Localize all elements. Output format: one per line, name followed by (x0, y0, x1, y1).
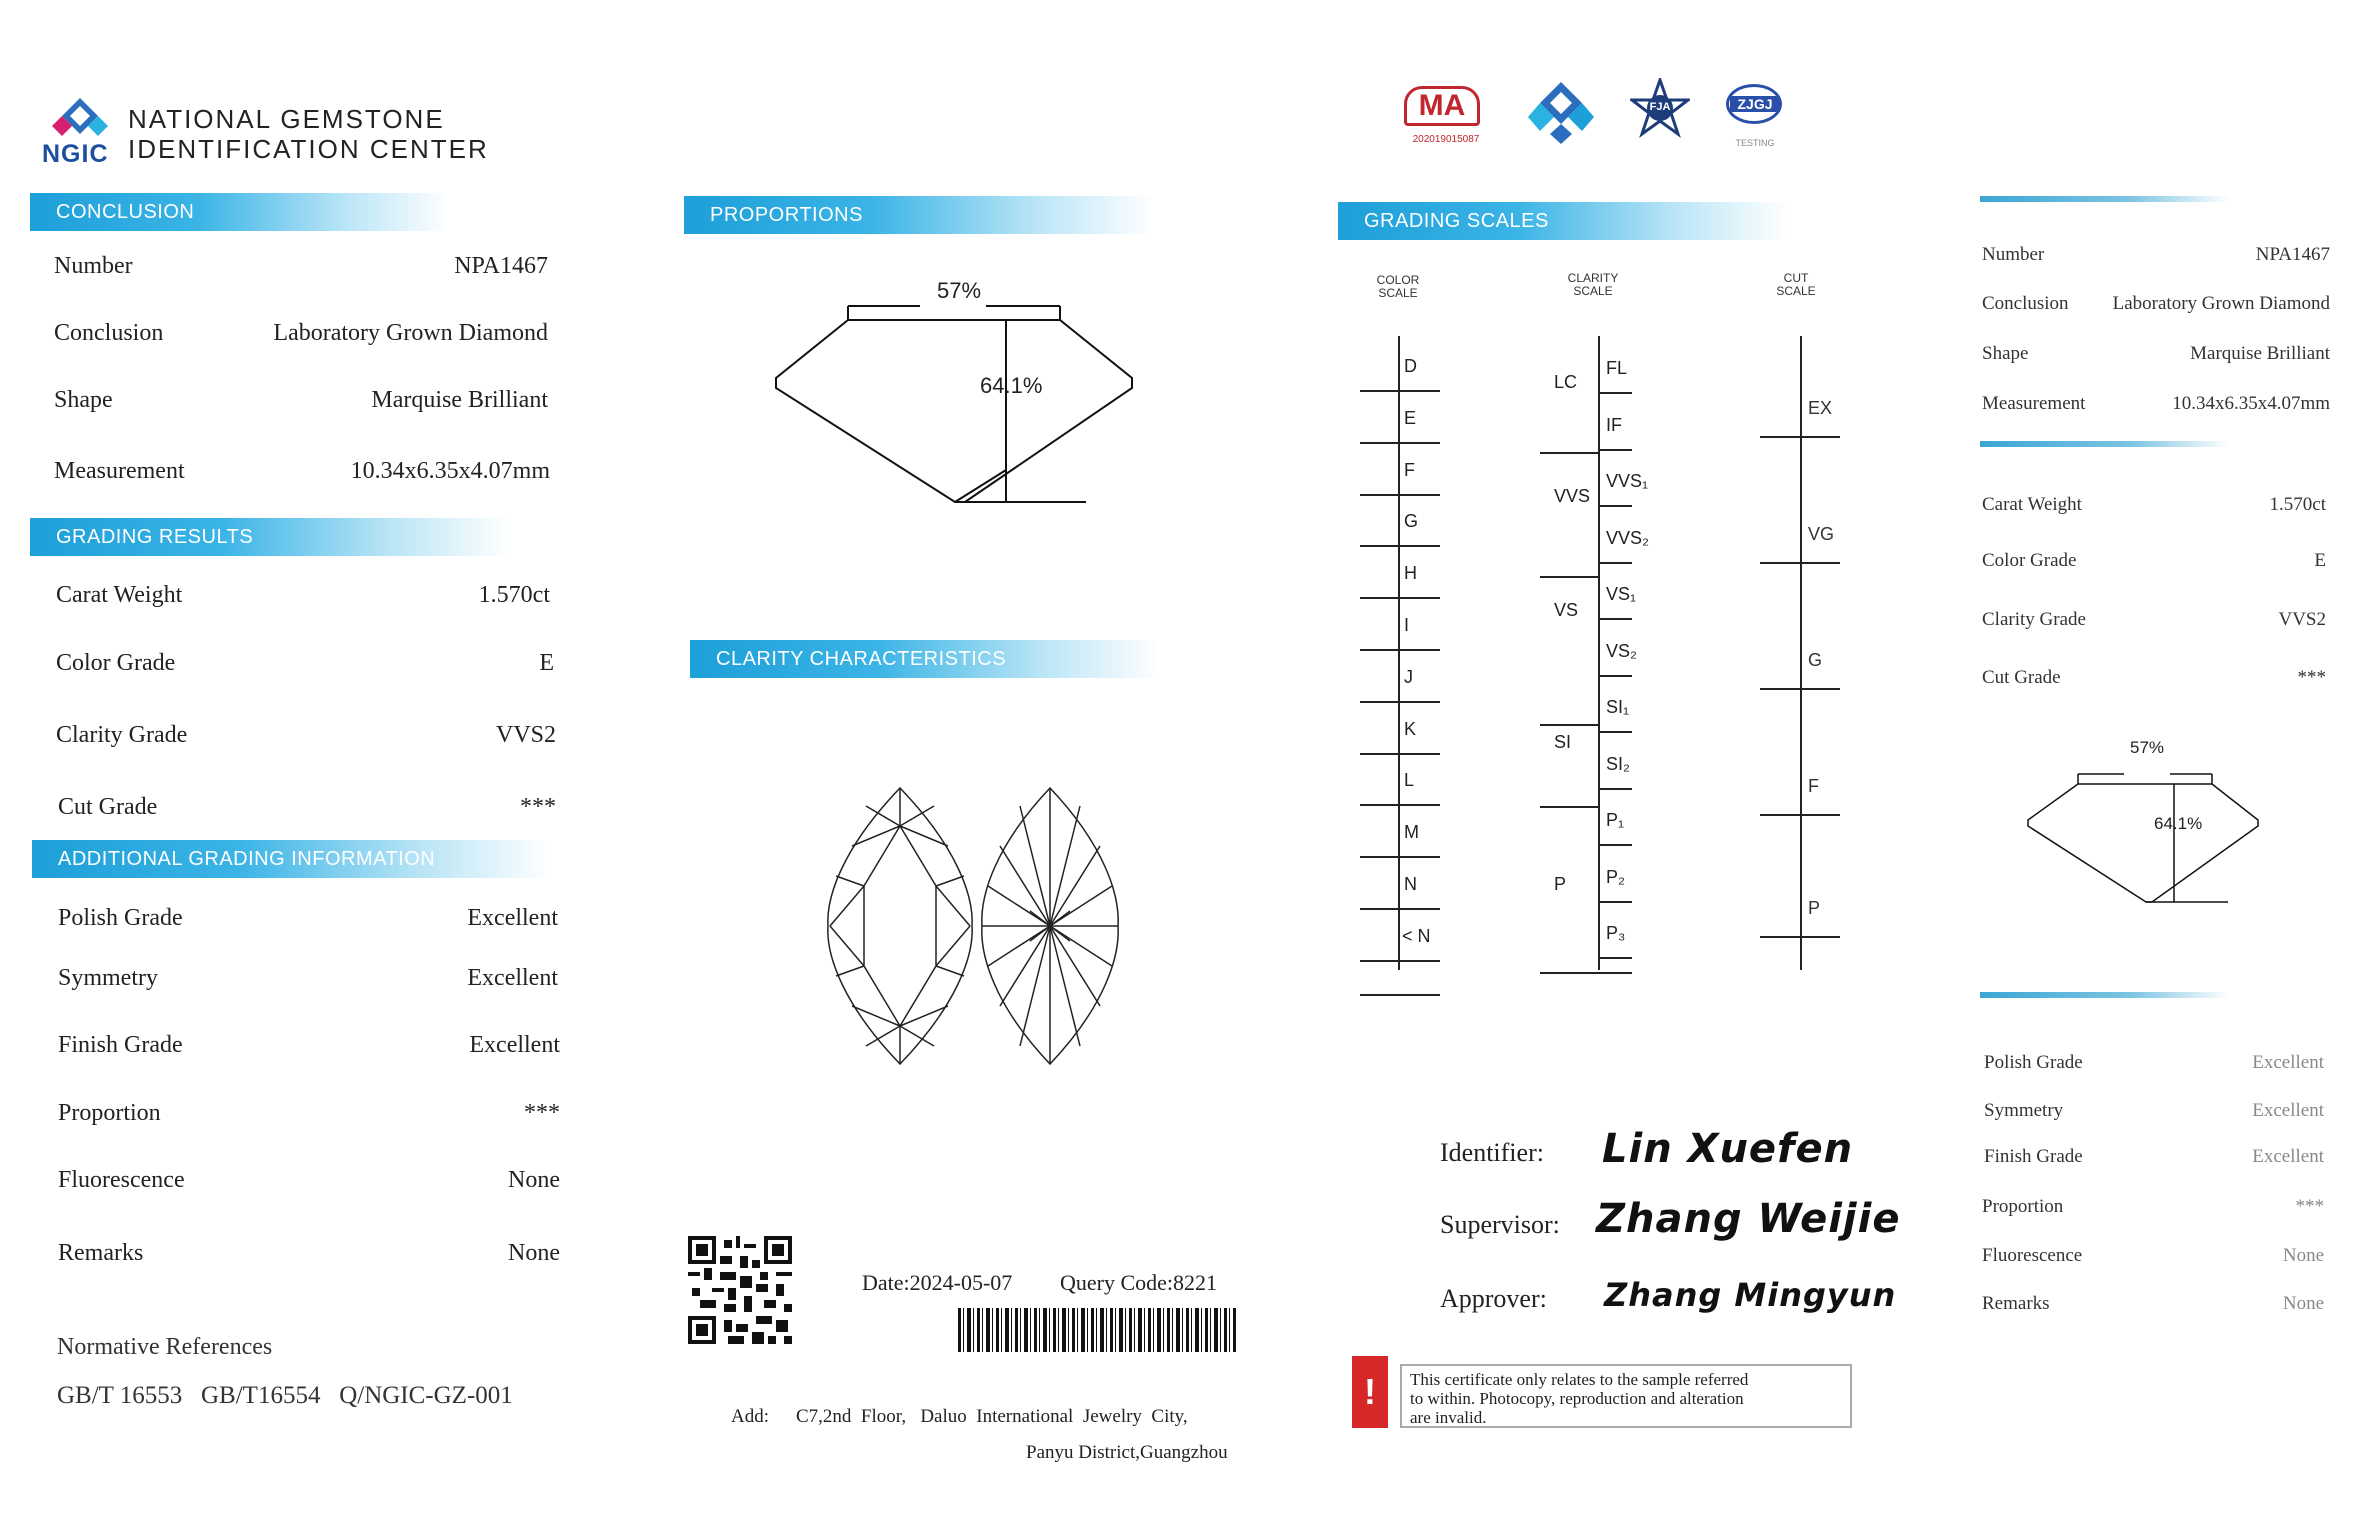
field-value: Marquise Brilliant (371, 387, 548, 413)
clarity-scale-tick (1598, 618, 1632, 620)
field-label: Remarks (58, 1240, 144, 1266)
color-scale-tick (1360, 390, 1440, 392)
table-percentage: 57% (937, 278, 982, 303)
clarity-scale-tick (1598, 731, 1632, 733)
field-label: Fluorescence (58, 1167, 185, 1193)
identifier-label: Identifier: (1440, 1138, 1544, 1167)
field-label: Measurement (1982, 393, 2086, 414)
clarity-scale-tick (1598, 957, 1632, 959)
clarity-scale-tick (1598, 449, 1632, 451)
summary-mid-rule (1980, 441, 2230, 447)
clarity-scale-title-line1: CLARITY (1567, 271, 1619, 285)
ngic-emblem-icon (1528, 82, 1594, 144)
color-scale-tick (1360, 545, 1440, 547)
field-value: Excellent (2252, 1146, 2324, 1167)
field-label: Cut Grade (1982, 667, 2061, 688)
field-value: VVS2 (495, 722, 556, 748)
field-label: Finish Grade (1984, 1146, 2083, 1167)
color-scale-tick (1360, 856, 1440, 858)
field-label: Symmetry (58, 965, 158, 991)
field-value: Excellent (2252, 1052, 2324, 1073)
field-label: Color Grade (1982, 550, 2077, 571)
color-scale-tick (1360, 753, 1440, 755)
color-scale-grade: I (1404, 615, 1410, 635)
field-value: Excellent (467, 965, 558, 991)
field-label: Measurement (54, 458, 185, 484)
color-scale-tick (1360, 804, 1440, 806)
color-scale-grade: M (1404, 822, 1419, 843)
color-scale-tick (1360, 597, 1440, 599)
clarity-scale-grade: VVS₁ (1606, 471, 1649, 491)
clarity-scale-grade: SI₂ (1606, 753, 1630, 774)
normative-refs: GB/T 16553 GB/T16554 Q/NGIC-GZ-001 (57, 1382, 513, 1409)
clarity-scale-tick (1598, 844, 1632, 846)
field-value: 10.34x6.35x4.07mm (350, 458, 550, 484)
field-label: Polish Grade (1984, 1052, 2083, 1073)
clarity-scale-group: VVS (1554, 486, 1591, 506)
summary-depth-percentage: 64.1% (2154, 814, 2203, 833)
color-scale-tick (1360, 908, 1440, 910)
clarity-scale-grade: FL (1606, 358, 1628, 378)
cut-scale-tick (1760, 562, 1840, 564)
cut-scale-grade: VG (1808, 524, 1835, 544)
field-value: None (2282, 1245, 2324, 1266)
field-value: Excellent (469, 1032, 560, 1058)
clarity-scale-group: SI (1554, 732, 1572, 752)
clarity-scale-axis (1598, 336, 1600, 970)
field-value: Laboratory Grown Diamond (2112, 293, 2330, 314)
cut-scale-axis (1800, 336, 1802, 970)
clarity-scale (1540, 336, 1660, 976)
supervisor-signature: Zhang Weijie (1596, 1196, 1901, 1242)
cut-scale-grade: G (1808, 650, 1823, 670)
color-scale-tick (1360, 701, 1440, 703)
color-scale-grade: D (1404, 356, 1417, 376)
field-value: Marquise Brilliant (2190, 343, 2330, 364)
color-scale-grade: G (1404, 511, 1419, 532)
color-scale (1360, 336, 1440, 976)
query-code: Query Code:8221 (1060, 1270, 1218, 1295)
color-scale-grade: < N (1402, 925, 1431, 946)
fja-text: FJA (1649, 101, 1671, 113)
fja-logo (1630, 78, 1690, 138)
clarity-scale-grade: VS₁ (1606, 584, 1637, 604)
section-grading-results: GRADING RESULTS (30, 518, 510, 556)
color-scale-title-line2: SCALE (1378, 286, 1418, 300)
org-name-line2: IDENTIFICATION CENTER (128, 134, 489, 164)
section-clarity-characteristics: CLARITY CHARACTERISTICS (690, 640, 1160, 678)
clarity-scale-grade: SI₁ (1606, 697, 1630, 717)
summary-bottom-rule (1980, 992, 2230, 998)
identifier-signature: Lin Xuefen (1602, 1126, 1854, 1172)
field-value: None (508, 1167, 560, 1193)
normative-title: Normative References (57, 1334, 273, 1360)
section-grading-scales: GRADING SCALES (1338, 202, 1788, 240)
field-value: *** (2297, 667, 2326, 688)
color-scale-grade: E (1404, 407, 1417, 428)
address-line1: C7,2nd Floor, Daluo International Jewelry City, (796, 1406, 1188, 1427)
field-label: Polish Grade (58, 905, 183, 931)
field-label: Carat Weight (56, 582, 183, 608)
issue-date: Date:2024-05-07 (862, 1270, 1013, 1295)
disclaimer-box (1352, 1356, 1854, 1432)
field-value: *** (524, 1100, 560, 1126)
zjgj-subtext: TESTING (1735, 138, 1775, 148)
field-label: Conclusion (54, 320, 164, 346)
field-value: NPA1467 (2255, 244, 2330, 265)
disclaimer-line3: are invalid. (1410, 1408, 1487, 1427)
clarity-scale-title-line2: SCALE (1573, 284, 1613, 298)
barcode (958, 1308, 1236, 1352)
color-scale-tick (1360, 994, 1440, 996)
clarity-scale-title (1560, 272, 1626, 298)
depth-percentage: 64.1% (980, 373, 1043, 398)
color-scale-tick (1360, 960, 1440, 962)
supervisor-label: Supervisor: (1440, 1210, 1560, 1239)
address-line2: Panyu District,Guangzhou (1026, 1442, 1228, 1463)
approver-label: Approver: (1440, 1284, 1547, 1313)
cut-scale-tick (1760, 936, 1840, 938)
clarity-scale-group-divider (1540, 576, 1598, 578)
cut-scale-title (1766, 272, 1826, 298)
clarity-plot-crown-view (826, 786, 974, 1066)
clarity-scale-tick (1598, 562, 1632, 564)
clarity-scale-grade: P₂ (1606, 866, 1625, 887)
qr-code[interactable] (688, 1236, 792, 1344)
field-label: Symmetry (1984, 1100, 2064, 1121)
clarity-scale-group: LC (1554, 372, 1578, 392)
field-value: NPA1467 (454, 253, 548, 279)
zjgj-logo (1722, 84, 1788, 150)
field-value: E (2314, 550, 2326, 571)
field-label: Clarity Grade (1982, 609, 2086, 630)
clarity-scale-grade: P₃ (1606, 923, 1626, 943)
field-value: Excellent (2252, 1100, 2324, 1121)
color-scale-grade: K (1404, 718, 1417, 739)
field-label: Shape (54, 387, 113, 413)
field-label: Carat Weight (1982, 494, 2082, 515)
field-value: *** (520, 794, 556, 820)
logo-abbr: NGIC (42, 140, 109, 168)
section-proportions: PROPORTIONS (684, 196, 1154, 234)
clarity-scale-tick (1598, 675, 1632, 677)
section-additional: ADDITIONAL GRADING INFORMATION (32, 840, 552, 878)
field-label: Clarity Grade (56, 722, 188, 748)
section-conclusion: CONCLUSION (30, 193, 450, 231)
clarity-scale-group-divider (1540, 806, 1598, 808)
field-label: Conclusion (1982, 293, 2069, 314)
color-scale-grade: J (1404, 666, 1413, 687)
field-value: 10.34x6.35x4.07mm (2172, 393, 2330, 414)
cut-scale-tick (1760, 814, 1840, 816)
cut-scale-tick (1760, 688, 1840, 690)
proportions-diagram (760, 270, 1140, 520)
field-value: 1.570ct (2269, 494, 2326, 515)
cut-scale-title-line1: CUT (1783, 271, 1809, 285)
cut-scale-grade: P (1808, 898, 1821, 918)
cut-scale-grade: EX (1808, 398, 1833, 418)
clarity-scale-group-divider (1540, 724, 1598, 726)
cut-scale-tick (1760, 436, 1840, 438)
disclaimer-text (1400, 1364, 1852, 1428)
clarity-scale-grade: IF (1606, 414, 1622, 435)
clarity-scale-grade: P₁ (1606, 810, 1625, 830)
clarity-scale-tick (1598, 505, 1632, 507)
summary-top-rule (1980, 196, 2230, 202)
color-scale-tick (1360, 649, 1440, 651)
field-label: Number (54, 253, 133, 279)
cma-logo (1404, 86, 1480, 145)
cut-scale-title-line2: SCALE (1776, 284, 1816, 298)
color-scale-title-line1: COLOR (1376, 273, 1420, 287)
clarity-scale-tick (1598, 788, 1632, 790)
clarity-scale-group: P (1554, 874, 1567, 894)
clarity-scale-tick (1598, 392, 1632, 394)
clarity-scale-grade: VVS₂ (1606, 527, 1650, 548)
field-value: None (2282, 1293, 2324, 1314)
approver-signature: Zhang Mingyun (1604, 1276, 1897, 1314)
field-label: Number (1982, 244, 2045, 265)
field-label: Cut Grade (58, 794, 158, 820)
disclaimer-line1: This certificate only relates to the sample referred (1410, 1370, 1749, 1389)
color-scale-tick (1360, 442, 1440, 444)
field-label: Fluorescence (1982, 1245, 2083, 1266)
field-label: Proportion (58, 1100, 161, 1126)
field-value: None (508, 1240, 560, 1266)
color-scale-tick (1360, 494, 1440, 496)
cut-scale (1760, 336, 1840, 976)
disclaimer-line2: to within. Photocopy, reproduction and alteration (1410, 1389, 1744, 1408)
field-value: Laboratory Grown Diamond (273, 320, 548, 346)
cma-text: MA (1404, 86, 1480, 126)
color-scale-grade: L (1404, 770, 1415, 791)
field-label: Finish Grade (58, 1032, 183, 1058)
field-value: 1.570ct (478, 582, 550, 608)
summary-proportions-diagram (2024, 758, 2264, 910)
clarity-plot-pavilion-view (980, 786, 1120, 1066)
field-value: E (539, 650, 554, 676)
color-scale-grade: H (1404, 563, 1417, 584)
field-label: Shape (1982, 343, 2029, 364)
field-label: Color Grade (56, 650, 176, 676)
field-value: Excellent (467, 905, 558, 931)
clarity-scale-grade: VS₂ (1606, 640, 1637, 661)
field-label: Proportion (1982, 1196, 2064, 1217)
org-name-line1: NATIONAL GEMSTONE (128, 104, 445, 134)
color-scale-axis (1398, 336, 1400, 970)
clarity-scale-tick (1598, 901, 1632, 903)
summary-table-percentage: 57% (2130, 738, 2165, 757)
clarity-scale-group: VS (1554, 600, 1579, 620)
field-label: Remarks (1982, 1293, 2050, 1314)
color-scale-grade: N (1404, 874, 1417, 894)
color-scale-title (1366, 274, 1430, 300)
address-label: Add: (731, 1406, 769, 1427)
warning-icon: ! (1352, 1356, 1388, 1428)
zjgj-text: ZJGJ (1730, 96, 1780, 112)
cma-number: 202019015087 (1412, 134, 1480, 145)
field-value: VVS2 (2278, 609, 2326, 630)
field-value: *** (2295, 1196, 2324, 1217)
cut-scale-grade: F (1808, 776, 1819, 796)
color-scale-grade: F (1404, 459, 1415, 480)
clarity-scale-group-divider (1540, 452, 1598, 454)
clarity-scale-tick (1540, 972, 1632, 974)
